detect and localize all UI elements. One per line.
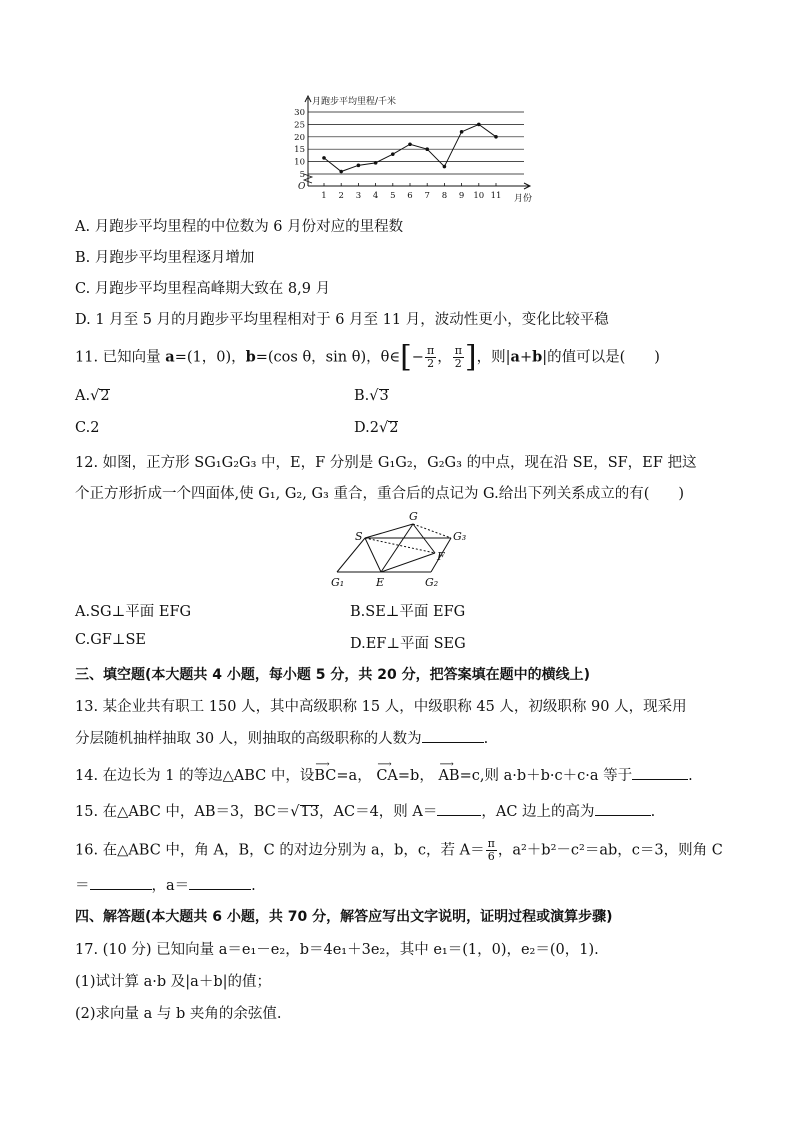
section-4-heading: 四、解答题(本大题共 6 小题，共 70 分，解答应写出文字说明，证明过程或演算步骤)	[75, 909, 613, 925]
data-point	[322, 156, 326, 160]
edge-G1-S	[337, 538, 365, 572]
x-tick-label: 7	[424, 191, 430, 201]
edge-S-E	[365, 538, 381, 572]
data-point	[494, 135, 498, 139]
q12-option-d: D.EF⊥平面 SEG	[350, 636, 466, 652]
x-tick-label: 6	[407, 191, 413, 201]
data-point	[357, 164, 361, 168]
label-G2: G₂	[425, 576, 439, 589]
q12-option-c: C.GF⊥SE	[75, 632, 146, 648]
label-G3: G₃	[453, 530, 467, 543]
q16-line1: 16. 在△ABC 中，角 A，B，C 的对边分别为 a，b，c，若 A＝ $\frac{\pi}{6}$ ，a²＋b²－c²＝ab，c＝3，则角 C	[75, 837, 723, 863]
q12-option-b: B.SE⊥平面 EFG	[350, 604, 466, 620]
x-tick-label: 3	[355, 191, 362, 201]
data-point	[460, 130, 464, 134]
pi-over-two: $\frac{\pi}{2}$	[454, 344, 462, 370]
y-tick-label: 25	[294, 120, 305, 131]
q12-line1: 12. 如图，正方形 SG₁G₂G₃ 中，E，F 分别是 G₁G₂，G₂G₃ 的中点，现在沿 SE，SF，EF 把这	[75, 455, 697, 471]
q10-option-b: B. 月跑步平均里程逐月增加	[75, 250, 255, 266]
q12-line2: 个正方形折成一个四面体,使 G₁, G₂, G₃ 重合，重合后的点记为 G.给出下列关系成立的有( )	[75, 486, 685, 502]
label-S: S	[355, 530, 363, 543]
label-E: E	[376, 576, 385, 589]
q10-option-c: C. 月跑步平均里程高峰期大致在 8,9 月	[75, 281, 331, 297]
mileage-line-chart	[284, 92, 544, 204]
folding-square-figure	[325, 508, 475, 593]
q17-line2: (1)试计算 a·b 及|a＋b|的值；	[75, 974, 271, 990]
edge-E-F	[381, 553, 435, 572]
q17-line3: (2)求向量 a 与 b 夹角的余弦值.	[75, 1006, 282, 1022]
q11-option-a: A.√2	[75, 388, 110, 404]
data-point	[477, 123, 481, 127]
q14: 14. 在边长为 1 的等边△ABC 中，设 ⟶ BC=a， ⟶ CA=b， ⟶ AB=c,则 a·b＋b·c＋c·a 等于 .	[75, 759, 693, 784]
data-point	[374, 161, 378, 165]
q17-line1: 17. (10 分) 已知向量 a＝e₁－e₂，b＝4e₁＋3e₂，其中 e₁＝(1，0)，e₂＝(0，1).	[75, 942, 599, 958]
edge-S-G	[365, 524, 413, 538]
q10-option-d: D. 1 月至 5 月的月跑步平均里程相对于 6 月至 11 月，波动性更小，变化比较平稳	[75, 312, 609, 328]
section-3-heading: 三、填空题(本大题共 4 小题，每小题 5 分，共 20 分，把答案填在题中的横线上)	[75, 667, 591, 683]
vector-CA: ⟶ CA	[376, 759, 398, 784]
data-point	[339, 170, 343, 174]
q13-line1: 13. 某企业共有职工 150 人，其中高级职称 15 人，中级职称 45 人，初级职称 90 人，现采用	[75, 699, 687, 715]
neg-pi-over-two: $\frac{\pi}{2}$	[426, 344, 435, 370]
vector-AB: ⟶ AB	[438, 759, 460, 784]
x-tick-label: 1	[321, 191, 327, 201]
x-axis-label: 月份	[514, 194, 533, 204]
data-point	[425, 147, 429, 151]
y-tick-label: 10	[294, 157, 305, 168]
left-bracket: [	[400, 339, 412, 375]
vector-BC: ⟶ BC	[314, 759, 337, 784]
data-point	[408, 142, 412, 146]
y-tick-label: 5	[299, 170, 305, 180]
pi-over-six: $\frac{\pi}{6}$	[487, 837, 495, 863]
x-tick-label: 2	[338, 191, 344, 201]
x-tick-label: 5	[390, 191, 396, 201]
q11-stem: 11. 已知向量 a=(1，0)，b=(cos θ，sin θ)，θ∈[− $\frac{\pi}{2}$ ， $\frac{\pi}{2}$ ]，则|a+b|的值可以是( )	[75, 339, 660, 375]
edge-S-F-dashed	[365, 538, 435, 553]
x-tick-label: 11	[490, 191, 502, 201]
y-tick-label: 20	[294, 132, 305, 143]
answer-blank	[422, 730, 484, 743]
y-tick-label: 15	[294, 145, 305, 156]
q10-option-a: A. 月跑步平均里程的中位数为 6 月份对应的里程数	[75, 219, 404, 235]
label-G1: G₁	[331, 576, 345, 589]
right-bracket: ]	[464, 339, 477, 375]
x-tick-label: 10	[473, 191, 485, 201]
y-axis-label: 月跑步平均里程/千米	[312, 97, 397, 107]
q15: 15. 在△ABC 中，AB＝3，BC＝√13，AC＝4，则 A＝ ，AC 边上的高为 .	[75, 804, 656, 820]
data-point	[443, 165, 447, 169]
x-tick-label: 8	[441, 191, 448, 201]
q12-option-a: A.SG⊥平面 EFG	[75, 604, 192, 620]
y-tick-label: 30	[294, 108, 305, 118]
label-G: G	[409, 510, 418, 523]
q16-line2: ＝ ，a＝ .	[75, 878, 256, 894]
q13-line2: 分层随机抽样抽取 30 人，则抽取的高级职称的人数为 .	[75, 731, 489, 747]
series-line	[324, 124, 496, 171]
q11-option-c: C.2	[75, 420, 100, 436]
answer-blank	[437, 803, 481, 816]
x-tick-label: 4	[372, 191, 379, 201]
edge-G-E	[381, 524, 413, 572]
x-tick-label: 9	[458, 191, 465, 201]
answer-blank	[90, 877, 152, 890]
answer-blank	[189, 877, 251, 890]
q11-option-d: D.2√2	[354, 420, 399, 436]
answer-blank	[632, 767, 688, 780]
data-point	[391, 152, 395, 156]
origin-label: O	[298, 182, 306, 192]
answer-blank	[595, 803, 651, 816]
q11-option-b: B.√3	[354, 388, 389, 404]
label-F: F	[437, 550, 445, 563]
